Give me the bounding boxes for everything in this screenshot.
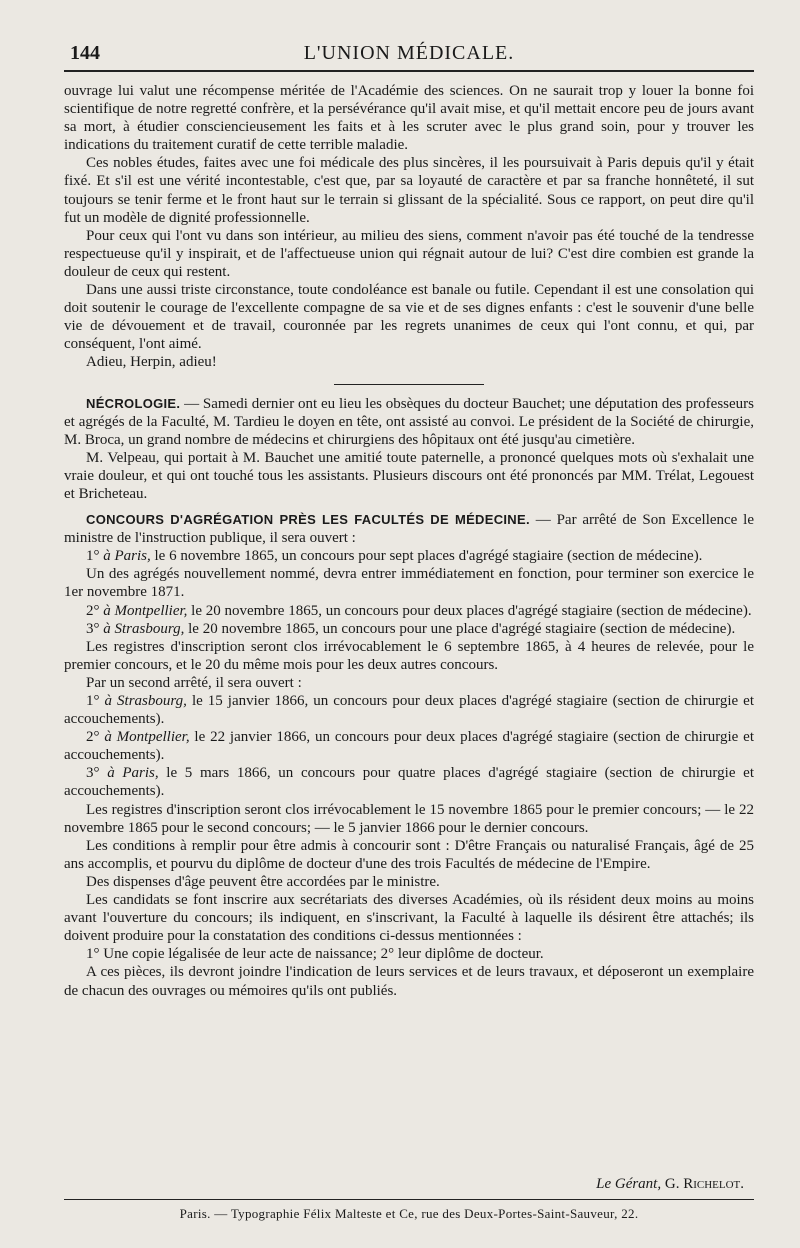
section-heading-necrologie: NÉCROLOGIE. [86,395,181,411]
paragraph: M. Velpeau, qui portait à M. Bauchet une amitié toute paternelle, a prononcé quelques mots où s'exhalait une vraie douleur, et qui ont touché tous les assistants. Plusieurs discours ont été prononcés par MM. Trélat, Legouest et Bricheteau. [64,449,754,502]
section-divider [334,384,484,385]
paragraph: Les conditions à remplir pour être admis à concourir sont : D'être Français ou naturalisé Français, âgé de 25 ans accomplis, et pourvu du diplôme de docteur d'une des trois Facultés de médecine de l'Empire. [64,837,754,872]
gerant-label: Le Gérant, [596,1176,662,1192]
paragraph-text: — Par arrêté de Son Excellence le ministre de l'instruction publique, il sera ouvert : [64,512,754,547]
article-body [64,82,754,1000]
gerant-name: G. Richelot. [661,1176,744,1192]
item-number: 3° [86,765,100,782]
paragraph: Les registres d'inscription seront clos irrévocablement le 15 novembre 1865 pour le premier concours; — le 22 novembre 1865 pour le second concours; — le 5 janvier 1866 pour le dernier concours. [64,801,754,836]
list-item [64,764,754,800]
necrologie-paragraph [64,395,754,449]
paragraph: Par un second arrêté, il sera ouvert : [86,674,302,691]
paragraph: Des dispenses d'âge peuvent être accordées par le ministre. [86,873,440,890]
running-title: L'UNION MÉDICALE. [303,42,515,64]
paragraph-text: — Samedi dernier ont eu lieu les obsèques du docteur Bauchet; une députation des professeurs et agrégés de la Faculté, M. Tardieu le doyen en tête, ont assisté au convoi. Le président de la Société de chirurgie, M. Broca, un grand nombre de médecins et chirurgiens des hôpitaux ont été jusqu'au cimetière. [64,395,754,448]
item-city: à Montpellier, [104,729,190,746]
paragraph: Adieu, Herpin, adieu! [86,354,217,371]
item-city: à Strasbourg, [104,693,187,709]
list-item [64,620,754,638]
paragraph: Ces nobles études, faites avec une foi médicale des plus sincères, il les poursuivait à Paris depuis qu'il y était fixé. Et s'il est une vérité incontestable, c'est que, par sa loyauté de caractère et par sa franche honnêteté, il sut toujours se tenir ferme et le front haut sur le terrain si glissant de la spécialité. Sous ce rapport, on peut dire qu'il fut un modèle de dignité professionnelle. [64,155,754,226]
spacer [64,503,754,511]
paragraph: Les candidats se font inscrire aux secrétariats des diverses Académies, où ils résident deux moins au moins avant l'ouverture du concours; ils indiquent, en s'inscrivant, la Faculté à laquelle ils désirent être attachés; ils doivent produire pour la constatation des conditions ci-dessus mentionnées : [64,892,754,945]
item-number: 2° [86,602,100,619]
list-item [64,602,754,620]
item-text: le 20 novembre 1865, un concours pour une place d'agrégé stagiaire (section de médecine). [184,620,736,637]
item-city: à Montpellier, [103,602,188,619]
item-text: le 6 novembre 1865, un concours pour sept places d'agrégé stagiaire (section de médecine). [150,548,703,565]
paragraph: ouvrage lui valut une récompense méritée de l'Académie des sciences. On ne saurait trop y louer la bonne foi scientifique de notre regretté confrère, et la persévérance qu'il avait mise, et qu'il mettait encore peu de jours avant sa mort, à étudier consciencieusement les faits et à les scruter avec le plus grand soin, pour y trouver les indications du traitement curatif de cette terrible maladie. [64,83,754,154]
footer-divider [64,1199,754,1200]
paragraph: Les registres d'inscription seront clos irrévocablement le 6 septembre 1865, à 4 heures de relevée, pour le premier concours, et le 20 du même mois pour les deux autres concours. [64,638,754,673]
item-number: 1° [86,693,100,709]
list-item [64,728,754,764]
item-number: 3° [86,620,100,637]
section-heading-concours: CONCOURS D'AGRÉGATION PRÈS LES FACULTÉS DE MÉDECINE. [86,512,530,528]
concours-paragraph [64,511,754,547]
item-text: le 5 mars 1866, un concours pour quatre places d'agrégé stagiaire (section de chirurgie et accouchements). [64,765,754,800]
page-number: 144 [70,42,100,64]
signature [64,1176,754,1193]
item-text: le 20 novembre 1865, un concours pour deux places d'agrégé stagiaire (section de médecine). [187,602,752,619]
page-footer [64,1176,754,1222]
item-text: le 22 janvier 1866, un concours pour deux places d'agrégé stagiaire (section de chirurgie et accouchements). [64,729,754,764]
item-number: 1° [86,548,100,565]
item-number: 2° [86,729,100,746]
paragraph: Pour ceux qui l'ont vu dans son intérieur, au milieu des siens, comment n'avoir pas été touché de la tendresse respectueuse qu'il y inspirait, et de l'affectueuse union qui régnait autour de lui? C'est dire combien est grande la douleur de ceux qui restent. [64,227,754,280]
paragraph: A ces pièces, ils devront joindre l'indication de leurs services et de leurs travaux, et déposeront un exemplaire de chacun des ouvrages ou mémoires qu'ils ont publiés. [64,964,754,999]
paragraph: 1° Une copie légalisée de leur acte de naissance; 2° leur diplôme de docteur. [86,946,544,963]
item-city: à Paris, [107,765,159,782]
item-city: à Paris, [103,548,151,565]
page-header [64,40,754,72]
list-item [64,547,754,565]
item-text: le 15 janvier 1866, un concours pour deux places d'agrégé stagiaire (section de chirurgie et accouchements). [64,693,754,728]
paragraph: Dans une aussi triste circonstance, toute condoléance est banale ou futile. Cependant il est une consolation qui doit soutenir le courage de l'excellente compagne de sa vie et de ses dignes enfants : c'est le souvenir d'une belle vie de dévouement et de travail, couronnée par les regrets unanimes de ceux qui l'ont connu, et qui, par conséquent, l'ont aimé. [64,282,754,353]
printer-imprint: Paris. — Typographie Félix Malteste et Ce, rue des Deux-Portes-Saint-Sauveur, 22. [179,1206,639,1221]
item-city: à Strasbourg, [103,620,185,637]
paragraph: Un des agrégés nouvellement nommé, devra entrer immédiatement en fonction, pour terminer son exercice le 1er novembre 1871. [64,566,754,601]
list-item [64,692,754,728]
